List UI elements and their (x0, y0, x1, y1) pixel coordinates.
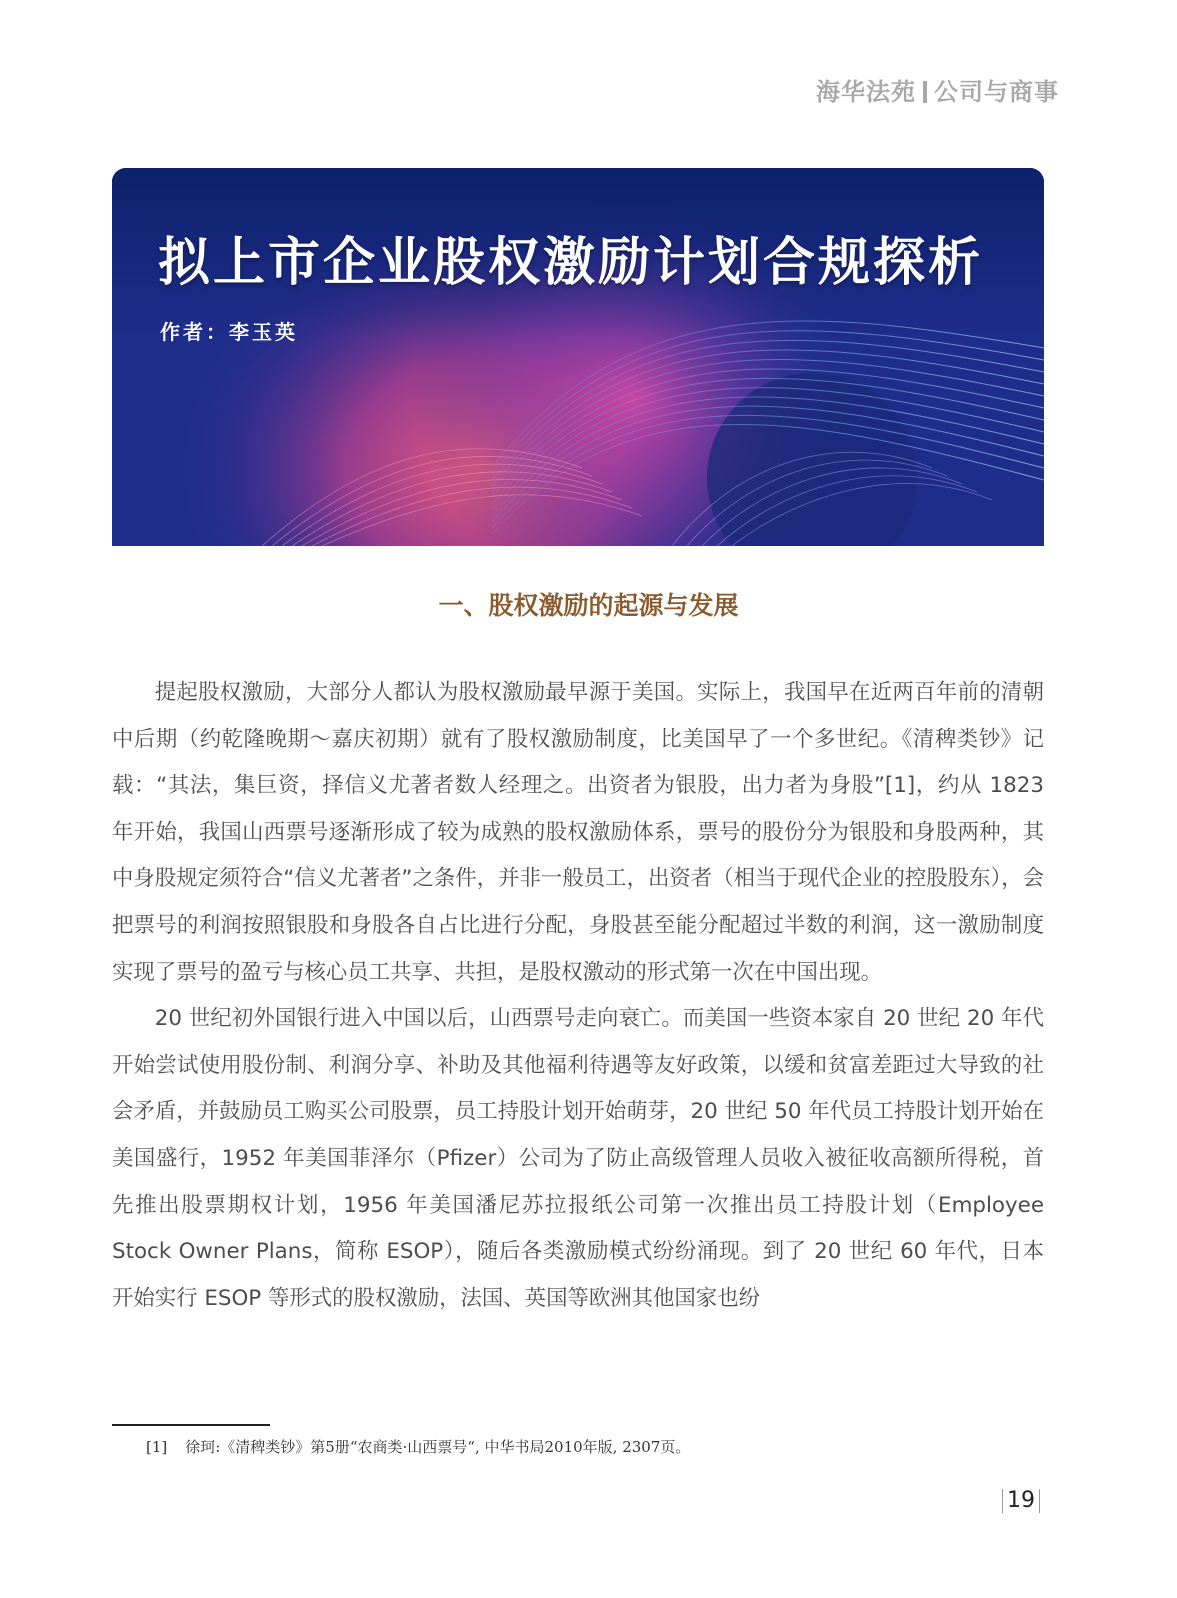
footnote-divider (112, 1424, 270, 1426)
column-name: 公司与商事 (934, 78, 1059, 106)
article-banner (112, 168, 1044, 546)
paragraph: 20 世纪初外国银行进入中国以后，山西票号走向衰亡。而美国一些资本家自 20 世纪 20 年代开始尝试使用股份制、利润分享、补助及其他福利待遇等友好政策，以缓和贫富差距过大导致的社会矛盾，并鼓励员工购买公司股票，员工持股计划开始萌芽，20 世纪 50 年代员工持股计划开始在美国盛行，1952 年美国菲泽尔（Pfizer）公司为了防止高级管理人员收入被征收高额所得税，首先推出股票期权计划，1956 年美国潘尼苏拉报纸公司第一次推出员工持股计划（Employee Stock Owner Plans，简称 ESOP），随后各类激励模式纷纷涌现。到了 20 世纪 60 年代，日本开始实行 ESOP 等形式的股权激励，法国、英国等欧洲其他国家也纷 (112, 1006, 1044, 1311)
paragraph: 提起股权激励，大部分人都认为股权激励最早源于美国。实际上，我国早在近两百年前的清朝中后期（约乾隆晚期～嘉庆初期）就有了股权激励制度，比美国早了一个多世纪。《清稗类钞》记载：“其法，集巨资，择信义尤著者数人经理之。出资者为银股，出力者为身股”[1]，约从 1823 年开始，我国山西票号逐渐形成了较为成熟的股权激励体系，票号的股份分为银股和身股两种，其中身股规定须符合“信义尤著者”之条件，并非一般员工，出资者（相当于现代企业的控股股东），会把票号的利润按照银股和身股各自占比进行分配，身股甚至能分配超过半数的利润，这一激励制度实现了票号的盈亏与核心员工共享、共担，是股权激动的形式第一次在中国出现。 (112, 680, 1044, 985)
article-author: 作者：李玉英 (160, 320, 298, 344)
footnote-marker: [1] (146, 1438, 168, 1456)
section-heading: 一、股权激励的起源与发展 (438, 591, 739, 620)
running-header (816, 72, 1059, 107)
header-separator (923, 81, 927, 103)
article-body (112, 670, 1044, 1322)
article-title: 拟上市企业股权激励计划合规探析 (158, 232, 984, 293)
publication-name: 海华法苑 (816, 78, 916, 106)
footnote-text: 徐珂:《清稗类钞》第5册“农商类·山西票号“, 中华书局2010年版, 2307页。 (185, 1438, 691, 1456)
page-number: 19 (1002, 1489, 1040, 1513)
footnote (146, 1436, 690, 1457)
